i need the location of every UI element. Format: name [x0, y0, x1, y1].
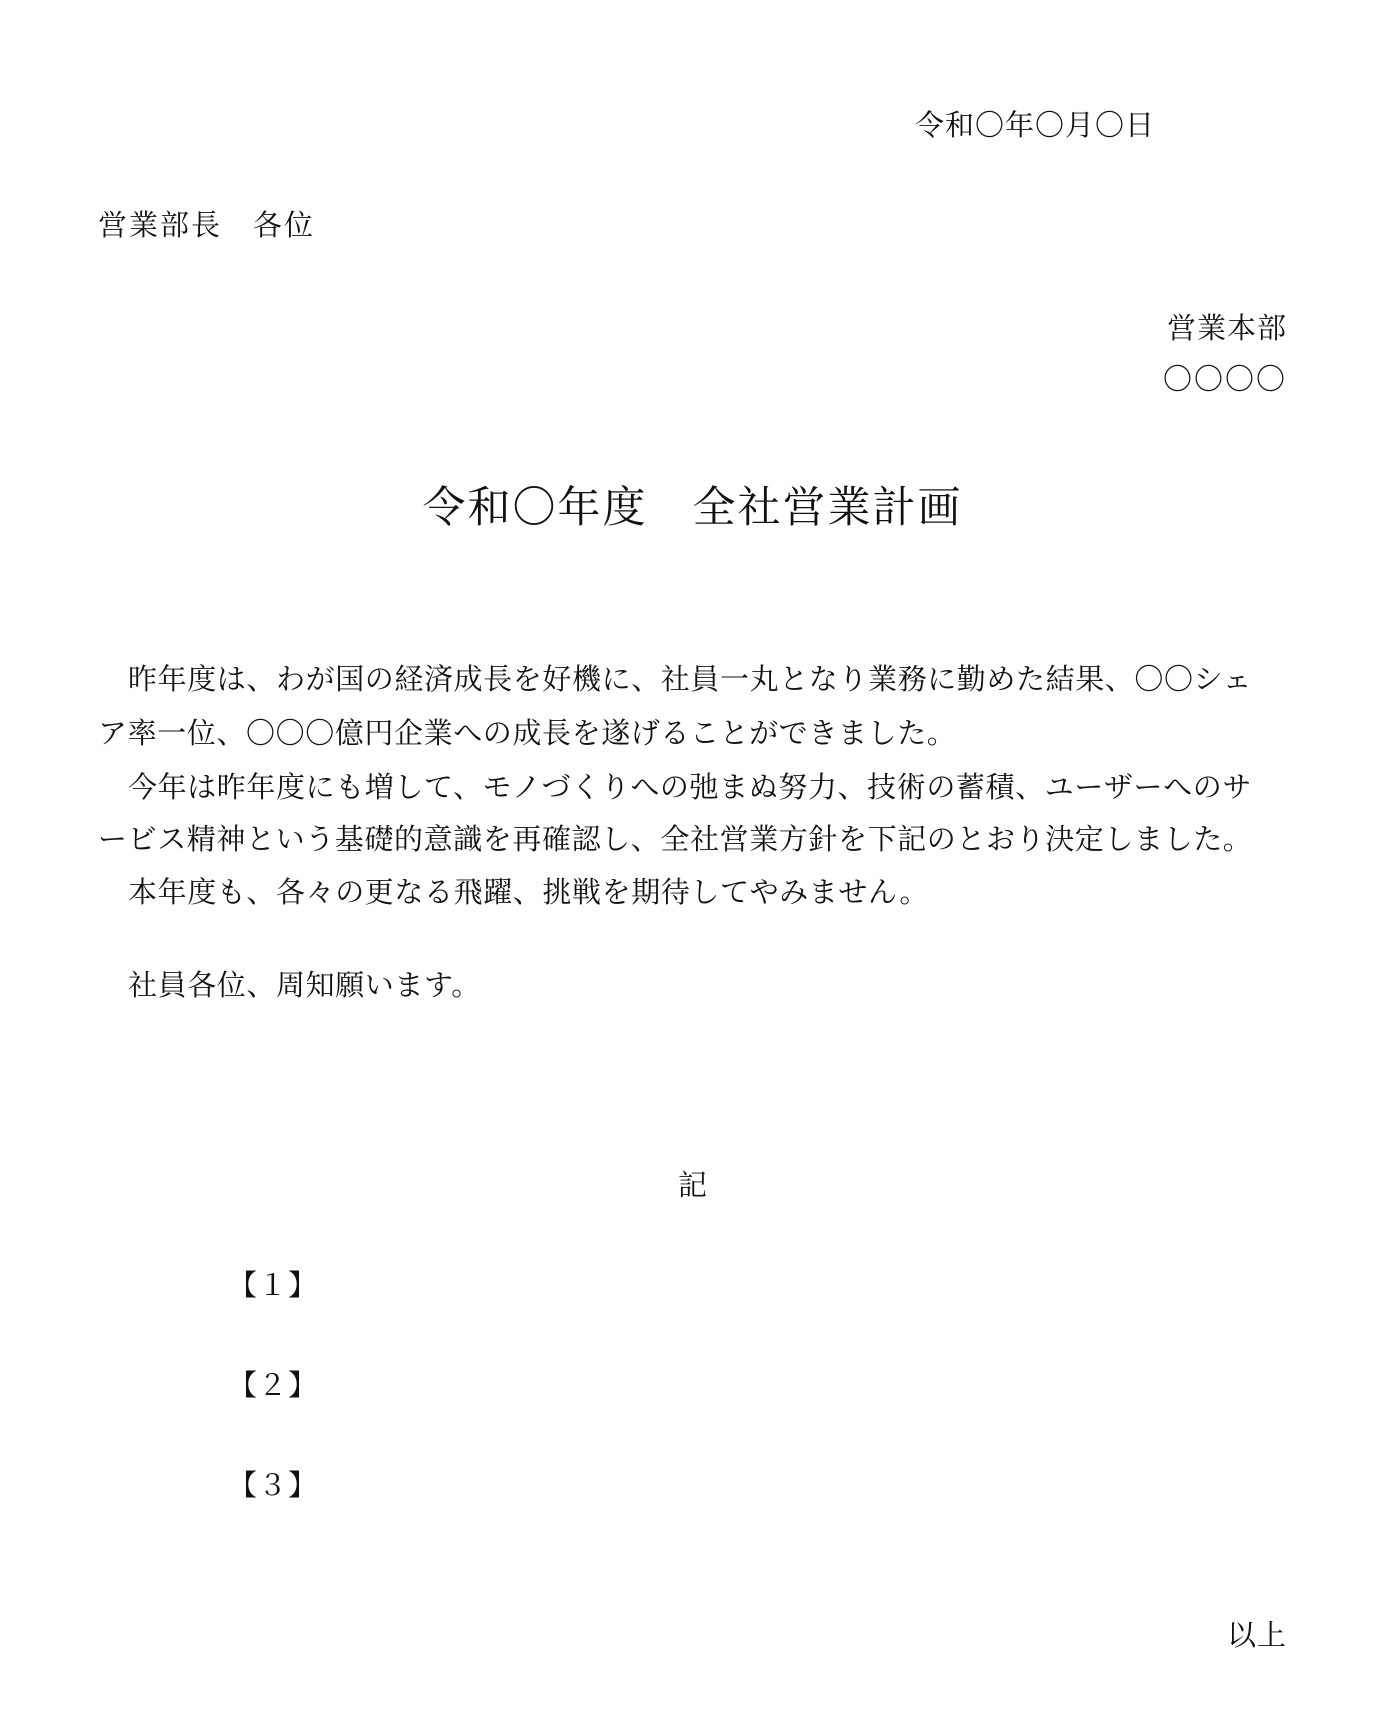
list-item: 【２】 [228, 1368, 319, 1402]
recipient-line: 営業部長 各位 [98, 208, 316, 242]
list-item: 【１】 [228, 1268, 319, 1302]
notice-line: 社員各位、周知願います。 [128, 968, 481, 1002]
list-item: 【３】 [228, 1468, 319, 1502]
document-title: 令和〇年度 全社営業計画 [422, 483, 963, 533]
body-paragraph-line: ア率一位、〇〇〇億円企業への成長を遂げることができました。 [98, 716, 957, 750]
body-paragraph-line: 本年度も、各々の更なる飛躍、挑戦を期待してやみません。 [128, 875, 929, 909]
body-paragraph-line: 昨年度は、わが国の経済成長を好機に、社員一丸となり業務に勤めた結果、〇〇シェ [128, 662, 1253, 696]
body-paragraph-line: 今年は昨年度にも増して、モノづくりへの弛まぬ努力、技術の蓄積、ユーザーへのサ [128, 770, 1252, 804]
sender-name: 〇〇〇〇 [1162, 362, 1287, 396]
sender-department: 営業本部 [1166, 311, 1287, 345]
ki-heading: 記 [677, 1168, 707, 1202]
closing-mark: 以上 [1226, 1618, 1287, 1652]
body-paragraph-line: ービス精神という基礎的意識を再確認し、全社営業方針を下記のとおり決定しました。 [98, 822, 1253, 856]
document-date: 令和〇年〇月〇日 [914, 108, 1155, 142]
